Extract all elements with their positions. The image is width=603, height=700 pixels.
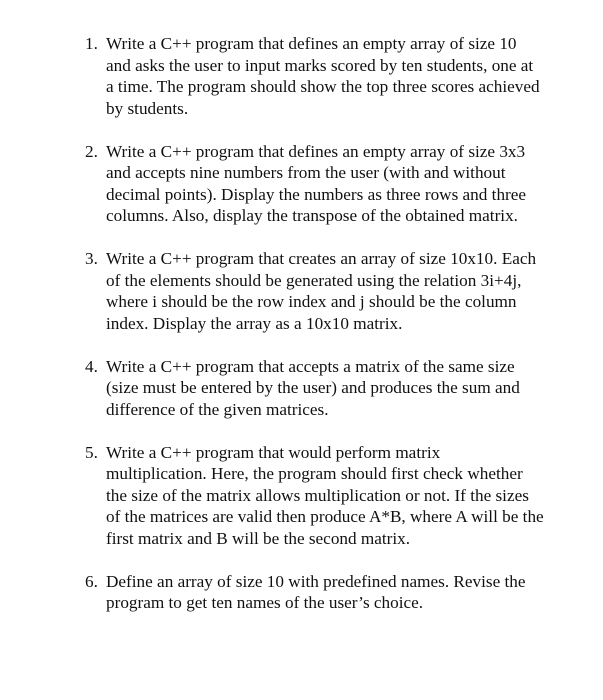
question-number: 4. — [85, 356, 98, 376]
question-item-5 — [85, 442, 545, 550]
question-item-4 — [85, 356, 545, 421]
question-text: Write a C++ program that accepts a matrix of the same size (size must be entered by the user) and produces the sum and difference of the given matrices. — [106, 356, 520, 419]
question-item-1 — [85, 33, 545, 119]
question-text: Write a C++ program that creates an array of size 10x10. Each of the elements should be generated using the relation 3i+4j, where i should be the row index and j should be the column index. Display the array as a 10x10 matrix. — [106, 249, 537, 333]
question-list — [85, 33, 545, 635]
question-text: Write a C++ program that defines an empty array of size 3x3 and accepts nine numbers from the user (with and without decimal points). Display the numbers as three rows and three columns. Also, display the transpose of the obtained matrix. — [106, 141, 527, 225]
question-number: 6. — [85, 571, 98, 591]
question-text: Write a C++ program that defines an empty array of size 10 and asks the user to input marks scored by ten students, one at a time. The program should show the top three scores achieved by students. — [106, 34, 540, 118]
question-text: Write a C++ program that would perform matrix multiplication. Here, the program should first check whether the size of the matrix allows multiplication or not. If the sizes of the matrices are valid then produce A*B, where A will be the first matrix and B will be the second matrix. — [106, 442, 544, 548]
question-item-2 — [85, 141, 545, 227]
question-number: 1. — [85, 34, 98, 53]
question-number: 2. — [85, 141, 98, 161]
question-item-3 — [85, 248, 545, 334]
question-number: 5. — [85, 442, 98, 462]
question-text: Define an array of size 10 with predefined names. Revise the program to get ten names of the user’s choice. — [106, 571, 526, 612]
question-item-6 — [85, 571, 545, 614]
question-number: 3. — [85, 249, 98, 268]
